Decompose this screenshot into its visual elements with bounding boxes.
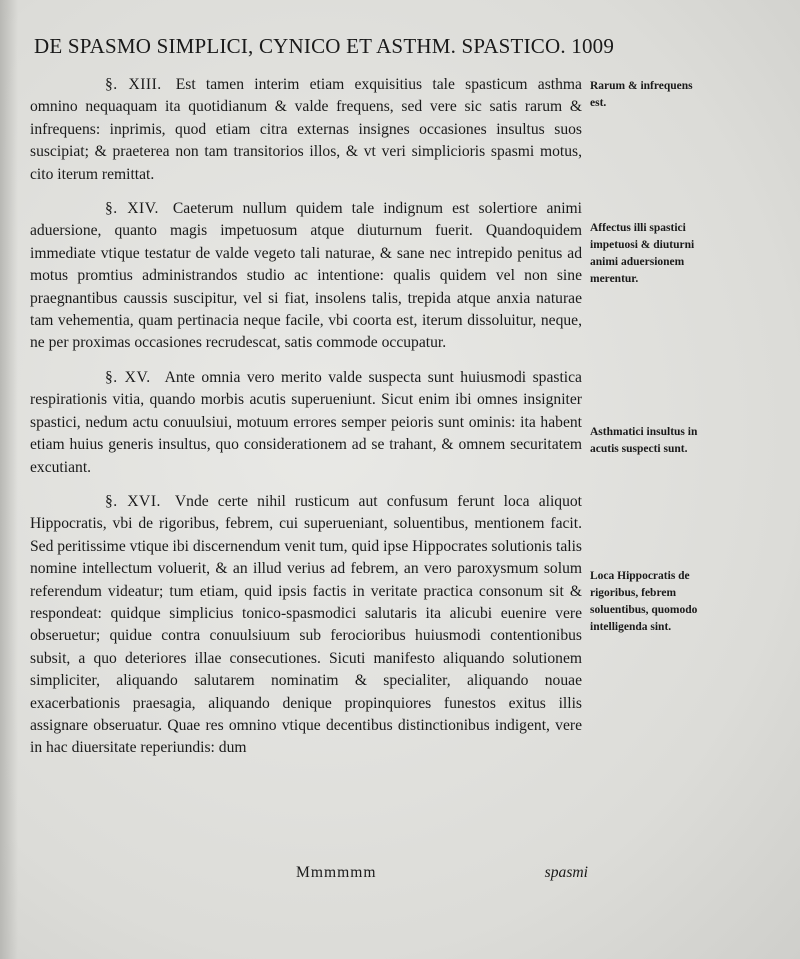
margin-note: Asthmatici insultus in acutis suspecti sunt.: [590, 426, 698, 455]
section-text: Caeterum nullum quidem tale indignum est solertiore animi aduersione, quanto magis impetuosum atque diuturnum fuerit. Quandoquidem immediate vtique testatur de valde vegeto tali naturae, & sane nec intrepido penitus ad motus promtius administrandos studio ac intentione: qualis quidem vel non sine praegnantibus caussis suscipitur, vel si fiat, insolens talis, trepida atque anxia naturae tam vehementia, quam pertinacia neque facile, vbi coorta est, iterum dissoluitur, neque, ne per proximas occasiones recrudescat, satis commode occupatur.: [30, 200, 582, 352]
margin-note: Loca Hippocratis de rigoribus, febrem soluentibus, quomodo intelligenda sint.: [590, 570, 698, 633]
section-number: §. XVI.: [105, 492, 161, 510]
page-gutter-shadow: [0, 0, 18, 959]
section-14: [30, 198, 582, 355]
section-text: Vnde certe nihil rusticum aut confusum ferunt loca aliquot Hippocratis, vbi de rigoribus, febrem, cui superueniant, soluentibus, mentionem facit. Sed peritissime vtique ibi discernendum venit tum, quid ipse Hippocrates solutionis talis nomine intellectum voluerit, & an illud verius ad febrem, an vero paroxysmum solum referendum videatur; tum etiam, quid ipsis factis in veritate practica consonum sit & respondeat: quidque simplicius tonico-spasmodici salutaris ita alicubi euenire vere obseruetur; quidue contra conuulsiuum sub ferocioribus huiusmodi contentionibus subsit, a quo deteriores illae consecutiones. Sicuti manifesto aliquando solutionem simpliciter, aliquando salutarem nominatim & specialiter, aliquando nouae exacerbationis praesagia, aliquando denique propinquiores funestos exitus illis assignare obseruatur. Quae res omnino vtique decentibus distinctionibus indigent, vere in hac diuersitate reperiundis: dum: [30, 492, 582, 757]
signature-mark: Mmmmmm: [296, 864, 377, 881]
section-16: [30, 491, 582, 760]
margin-note: Affectus illi spastici impetuosi & diuturni animi aduersionem merentur.: [590, 222, 695, 285]
main-text: [30, 74, 582, 772]
section-number: §. XV.: [105, 368, 151, 386]
section-number: §. XIV.: [105, 200, 159, 218]
section-text: Est tamen interim etiam exquisitius tale spasticum asthma omnino nequaquam ita quotidianum & valde frequens, sed vere sic satis rarum & infrequens: inprimis, quod etiam citra externas insignes occasiones insultus suos suscipiat; & praeterea non tam transitorios illos, & vt veri simplicioris spasmi motus, cito iterum remittat.: [30, 76, 582, 183]
margin-note: Rarum & infrequens est.: [590, 80, 693, 109]
section-text: Ante omnia vero merito valde suspecta sunt huiusmodi spastica respirationis vitia, quando morbis acutis superueniunt. Sicut enim ibi omnes insigniter spastici, nedum actu conuulsiui, motuum errores semper peioris sunt ominis: ita habent etiam huius generis insultus, quo considerationem ad se trahant, & omnem securitatem excutiant.: [30, 368, 582, 476]
running-header: DE SPASMO SIMPLICI, CYNICO ET ASTHM. SPASTICO. 1009: [34, 34, 615, 58]
section-13: [30, 74, 582, 186]
section-15: [30, 367, 582, 479]
catchword: spasmi: [544, 864, 588, 881]
section-number: §. XIII.: [105, 76, 162, 93]
